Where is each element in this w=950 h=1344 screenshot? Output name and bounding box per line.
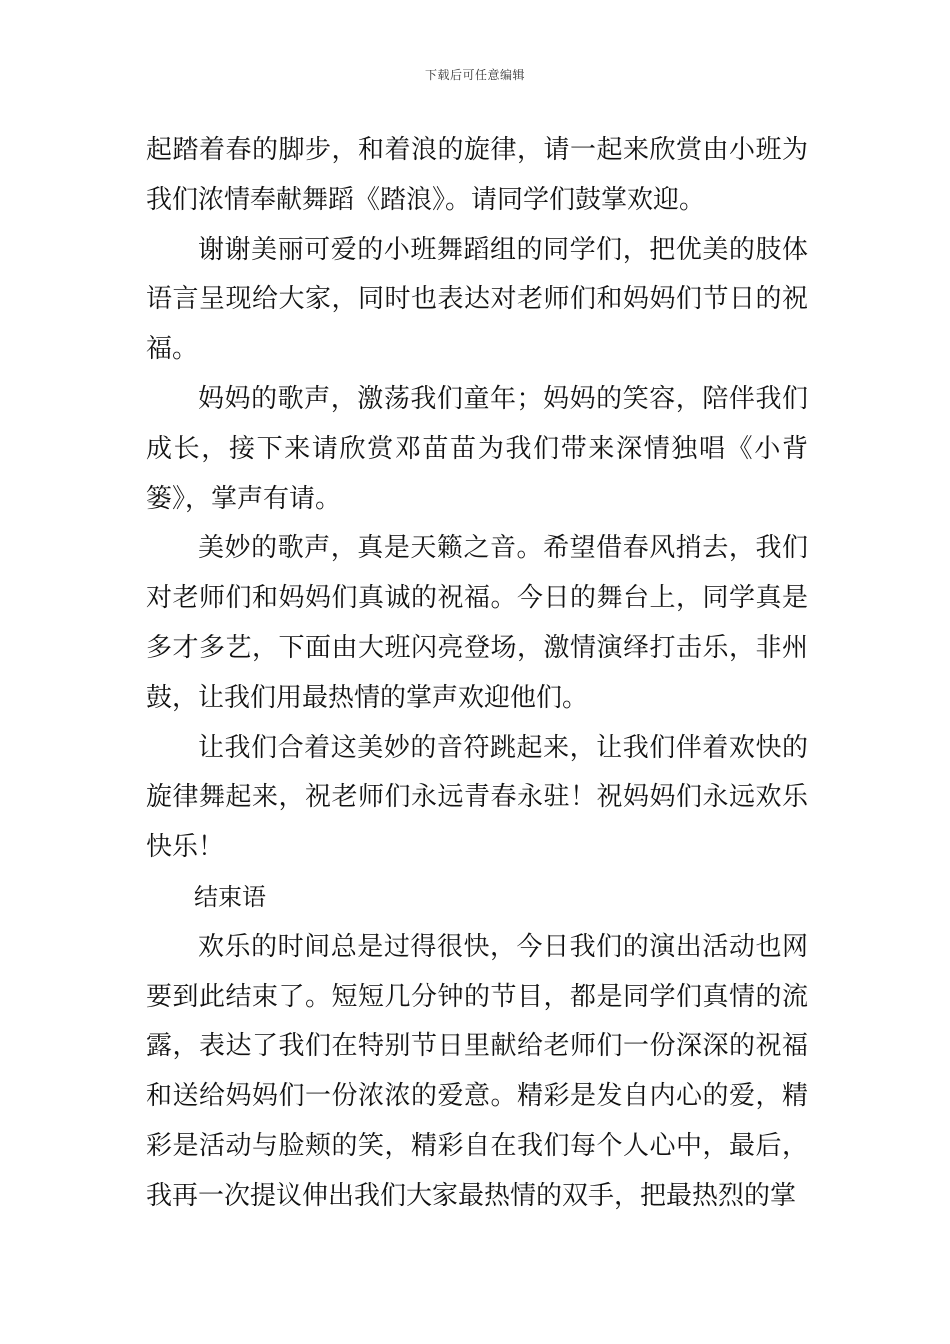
paragraph-6: 欢乐的时间总是过得很快，今日我们的演出活动也网要到此结束了。短短几分钟的节目，都是同学们真情的流露，表达了我们在特别节日里献给老师们一份深深的祝福和送给妈妈们一份浓浓的爱意。精彩是发自内心的爱，精彩是活动与脸颊的笑，精彩自在我们每个人心中，最后，我再一次提议伸出我们大家最热情的双手，把最热烈的掌 xyxy=(146,931,808,1211)
paragraph-2: 谢谢美丽可爱的小班舞蹈组的同学们，把优美的肢体语言呈现给大家，同时也表达对老师们和妈妈们节日的祝福。 xyxy=(146,234,808,365)
page-header-note: 下载后可任意编辑 xyxy=(424,68,525,82)
document-body xyxy=(146,126,808,1222)
paragraph-5: 让我们合着这美妙的音符跳起来，让我们伴着欢快的旋律舞起来，祝老师们永远青春永驻！祝妈妈们永远欢乐快乐！ xyxy=(146,732,808,863)
paragraph-3: 妈妈的歌声，激荡我们童年；妈妈的笑容，陪伴我们成长，接下来请欣赏邓苗苗为我们带来深情独唱《小背篓》，掌声有请。 xyxy=(146,383,808,514)
section-heading-closing: 结束语 xyxy=(194,882,266,911)
paragraph-1: 起踏着春的脚步，和着浪的旋律，请一起来欣赏由小班为我们浓情奉献舞蹈《踏浪》。请同学们鼓掌欢迎。 xyxy=(146,135,808,215)
paragraph-4: 美妙的歌声，真是天籁之音。希望借春风捎去，我们对老师们和妈妈们真诚的祝福。今日的舞台上，同学真是多才多艺，下面由大班闪亮登场，激情演绎打击乐，非州鼓，让我们用最热情的掌声欢迎他们。 xyxy=(146,533,808,713)
